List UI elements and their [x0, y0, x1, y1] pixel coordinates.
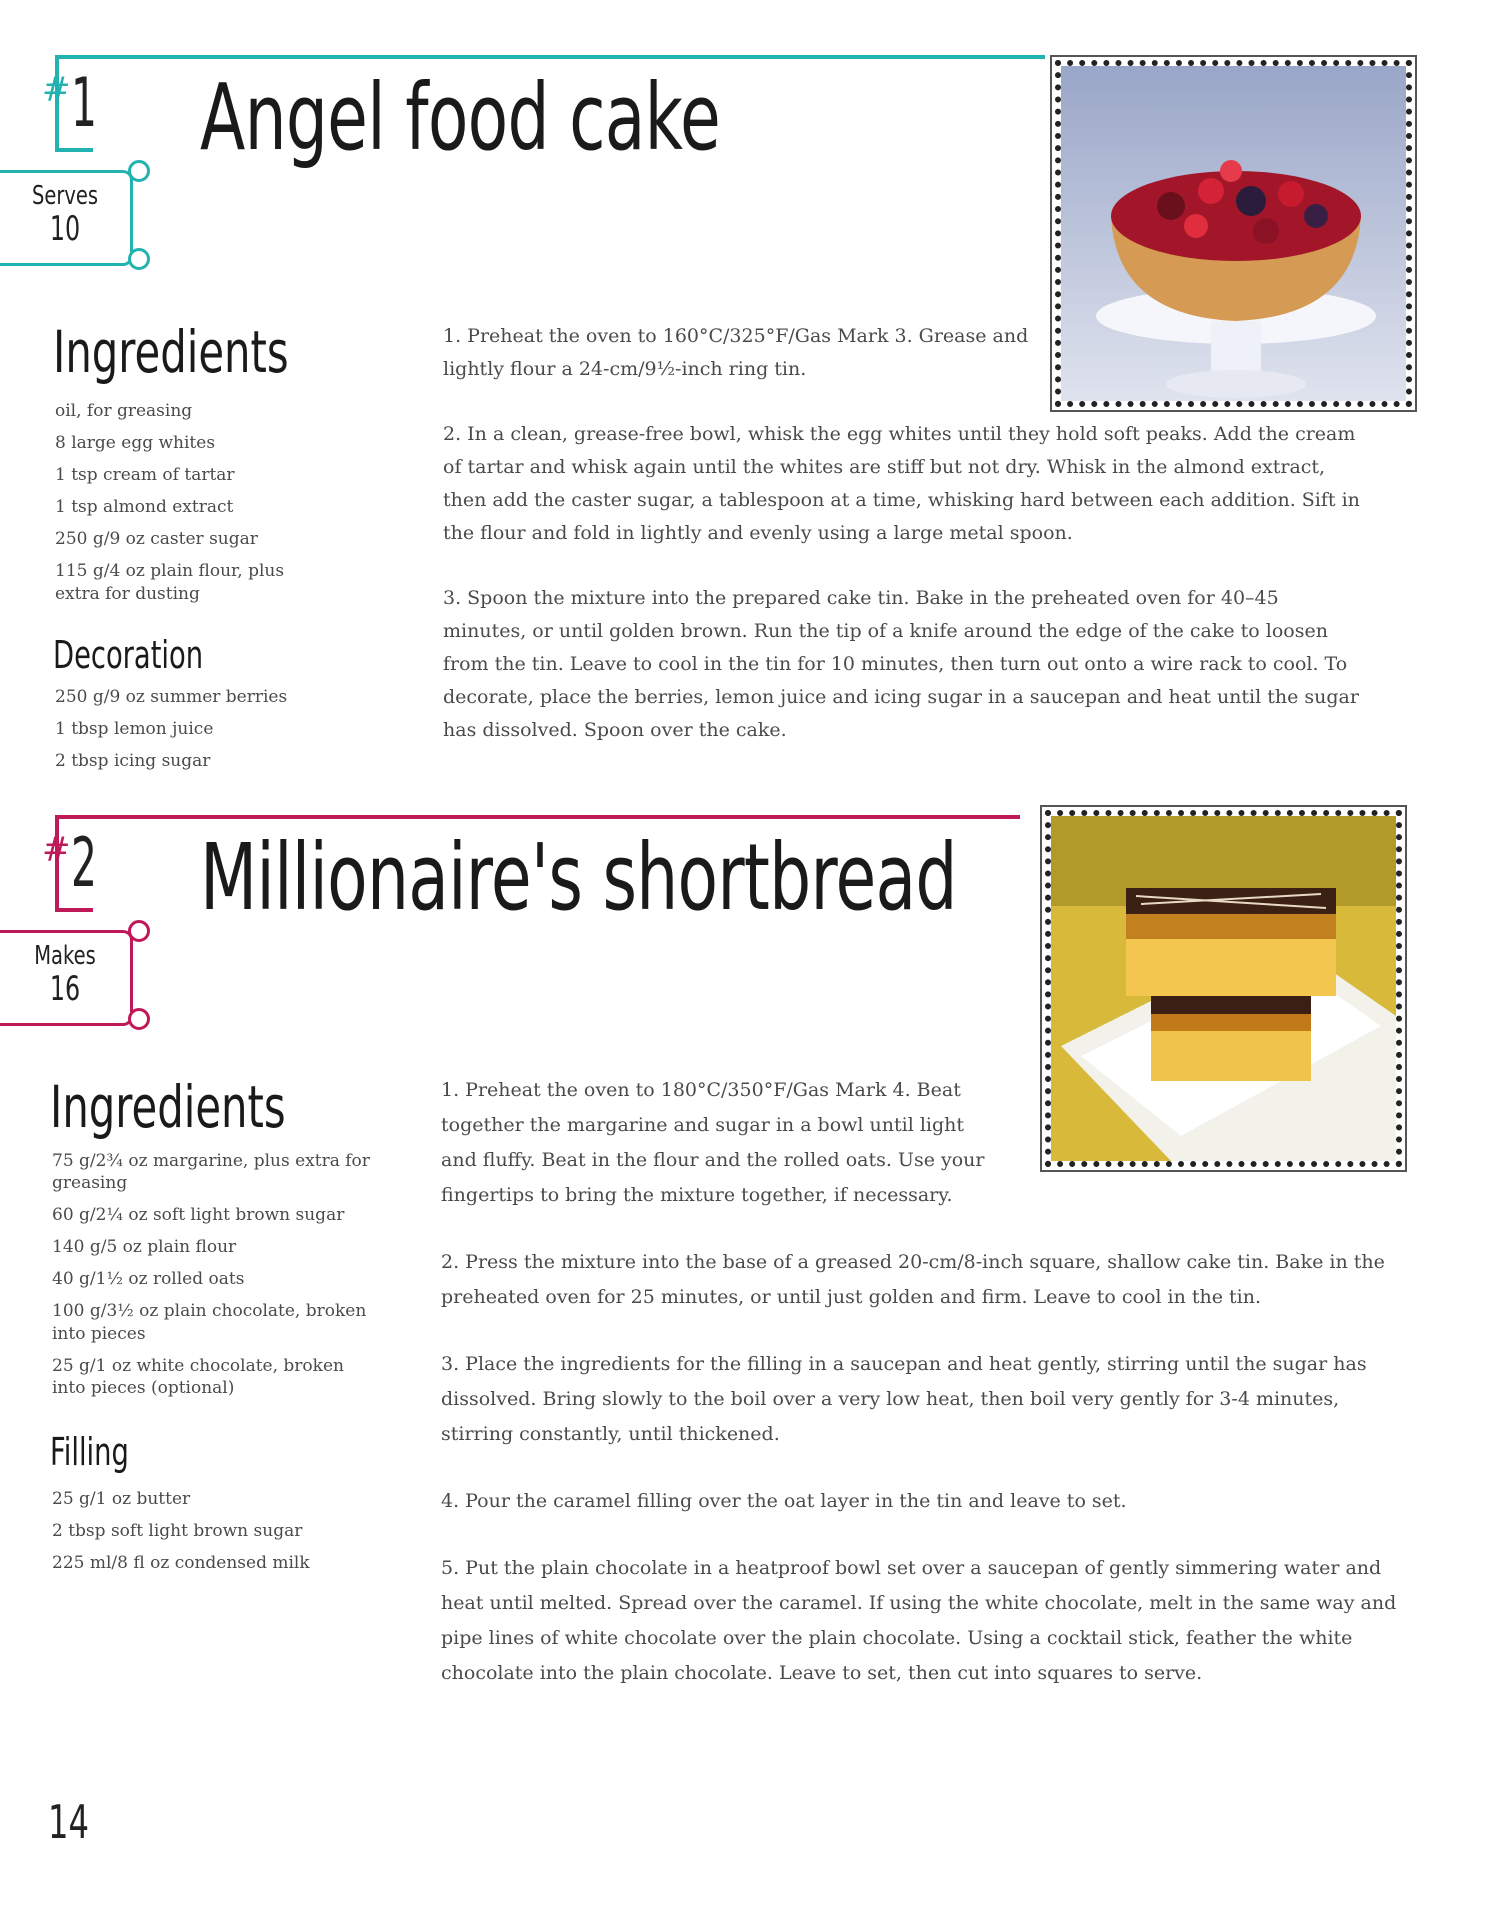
filling-item: 25 g/1 oz butter: [52, 1489, 191, 1509]
yield-label: Makes: [34, 941, 96, 971]
method-step: 1. Preheat the oven to 180°C/350°F/Gas Mark 4. Beat together the margarine and sugar in a bowl until light and fluffy. Beat in the flour and the rolled oats. Use your fingertips to bring the mixture together, if necessary.: [441, 1079, 985, 1206]
shortbread-photo: [1045, 810, 1402, 1167]
ingredient-item: 40 g/1½ oz rolled oats: [52, 1269, 245, 1290]
ingredient-item: 250 g/9 oz caster sugar: [55, 529, 258, 550]
ingredient-item: 25 g/1 oz white chocolate, broken into pieces (optional): [52, 1355, 344, 1398]
ingredients-list: [52, 1150, 377, 1409]
method-step: 3. Place the ingredients for the filling in a saucepan and heat gently, stirring until the sugar has dissolved. Bring slowly to the boil over a very low heat, then boil very gently for 3-4 minutes, stirring constantly, until thickened.: [441, 1353, 1367, 1445]
hash-mark: #: [42, 830, 71, 870]
ingredient-item: oil, for greasing: [55, 401, 193, 421]
method-step: 4. Pour the caramel filling over the oat layer in the tin and leave to set.: [441, 1490, 1127, 1512]
ingredient-item: 140 g/5 oz plain flour: [52, 1237, 237, 1258]
decoration-item: 2 tbsp icing sugar: [55, 751, 211, 772]
ingredients-list: [55, 400, 295, 615]
yield-value: 16: [49, 969, 81, 1009]
recipe-millionaires-shortbread: [0, 790, 1500, 1790]
scroll-curl-bottom: [128, 1008, 150, 1030]
filling-heading: Filling: [50, 1430, 129, 1474]
cake-photo: [1055, 60, 1412, 407]
header-rule: [55, 815, 1020, 819]
filling-item: 225 ml/8 fl oz condensed milk: [52, 1553, 310, 1574]
ingredient-item: 8 large egg whites: [55, 433, 216, 454]
ingredient-item: 1 tsp cream of tartar: [55, 465, 235, 486]
recipe-number: [42, 64, 114, 143]
ingredients-heading: Ingredients: [50, 1073, 286, 1141]
ingredient-item: 60 g/2¼ oz soft light brown sugar: [52, 1205, 345, 1226]
ingredients-heading: Ingredients: [53, 318, 289, 386]
recipe-number: [42, 824, 114, 903]
number-underline: [55, 148, 93, 152]
ingredient-item: 100 g/3½ oz plain chocolate, broken into pieces: [52, 1301, 367, 1344]
method-steps: [441, 1073, 1407, 1723]
ingredient-item: 115 g/4 oz plain flour, plus extra for dusting: [55, 561, 285, 604]
yield-label: Serves: [31, 181, 99, 211]
method-step: 1. Preheat the oven to 160°C/325°F/Gas Mark 3. Grease and lightly flour a 24-cm/9½-inch ring tin.: [443, 325, 1029, 380]
yield-box: [0, 170, 133, 266]
recipe-title: Angel food cake: [200, 64, 720, 171]
yield-box: [0, 930, 133, 1026]
shortbread-image: [1051, 816, 1396, 1161]
recipe-angel-food-cake: [0, 0, 1500, 790]
hash-mark: #: [42, 70, 71, 110]
recipe-title: Millionaire's shortbread: [200, 824, 957, 931]
ingredient-item: 75 g/2¾ oz margarine, plus extra for greasing: [52, 1151, 370, 1194]
decoration-item: 250 g/9 oz summer berries: [55, 687, 288, 707]
recipe-number-digit: 2: [70, 824, 97, 903]
method-step: 3. Spoon the mixture into the prepared cake tin. Bake in the preheated oven for 40–45 minutes, or until golden brown. Run the tip of a knife around the edge of the cake to loosen from the tin. Leave to cool in the tin for 10 minutes, then turn out onto a wire rack to cool. To decorate, place the berries, lemon juice and icing sugar in a saucepan and heat until the sugar has dissolved. Spoon over the cake.: [443, 587, 1359, 741]
scroll-curl-bottom: [128, 248, 150, 270]
filling-list: [52, 1488, 352, 1584]
number-underline: [55, 908, 93, 912]
decoration-heading: Decoration: [53, 633, 204, 677]
yield-value: 10: [49, 209, 81, 249]
angel-food-cake-image: [1061, 66, 1406, 401]
method-step: 5. Put the plain chocolate in a heatproof bowl set over a saucepan of gently simmering water and heat until melted. Spread over the caramel. If using the white chocolate, melt in the same way and pipe lines of white chocolate over the plain chocolate. Using a cocktail stick, feather the white chocolate into the plain chocolate. Leave to set, then cut into squares to serve.: [441, 1557, 1397, 1684]
ingredient-item: 1 tsp almond extract: [55, 497, 234, 518]
method-step: 2. In a clean, grease-free bowl, whisk the egg whites until they hold soft peaks. Add the cream of tartar and whisk again until the whites are stiff but not dry. Whisk in the almond extract, then add the caster sugar, a tablespoon at a time, whisking hard between each addition. Sift in the flour and fold in lightly and evenly using a large metal spoon.: [443, 423, 1360, 544]
method-step: 2. Press the mixture into the base of a greased 20-cm/8-inch square, shallow cake tin. Bake in the preheated oven for 25 minutes, or until just golden and firm. Leave to cool in the tin.: [441, 1251, 1385, 1308]
recipe-number-digit: 1: [70, 64, 97, 143]
decoration-item: 1 tbsp lemon juice: [55, 719, 214, 740]
decoration-list: [55, 686, 315, 782]
scroll-curl-top: [128, 920, 150, 942]
filling-item: 2 tbsp soft light brown sugar: [52, 1521, 303, 1542]
page-number: 14: [48, 1795, 89, 1849]
header-rule: [55, 55, 1045, 59]
scroll-curl-top: [128, 160, 150, 182]
